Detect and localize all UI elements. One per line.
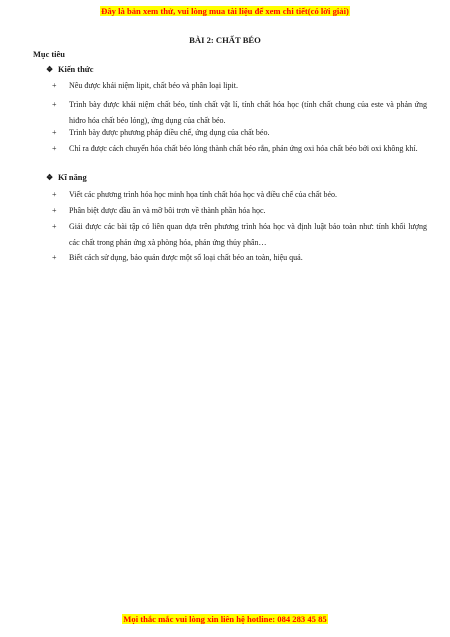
- knowledge-item: [52, 97, 427, 128]
- plus-bullet-icon: +: [52, 206, 57, 215]
- plus-bullet-icon: +: [52, 253, 57, 262]
- skills-item-text: Biết cách sử dụng, bảo quản được một số loại chất béo an toàn, hiệu quả.: [69, 253, 303, 262]
- knowledge-item-text: Trình bày được phương pháp điều chế, ứng dụng của chất béo.: [69, 128, 270, 137]
- skills-item-text: Viết các phương trình hóa học minh họa tính chất hóa học và điều chế của chất béo.: [69, 190, 337, 199]
- skills-item: [52, 250, 427, 266]
- skills-heading-label: Kĩ năng: [58, 173, 87, 182]
- diamond-bullet-icon: ❖: [46, 65, 54, 74]
- knowledge-item: [52, 141, 427, 157]
- skills-item: [52, 219, 427, 250]
- plus-bullet-icon: +: [52, 144, 57, 153]
- skills-item: [52, 203, 427, 219]
- lesson-title: BÀI 2: CHẤT BÉO: [189, 35, 261, 45]
- plus-bullet-icon: +: [52, 190, 57, 199]
- skills-item-text: Giải được các bài tập có liên quan dựa trên phương trình hóa học và định luật bảo toàn như: tính khối lượng các chất trong phản ứng xà phòng hóa, phản ứng thủy phân…: [69, 222, 427, 247]
- skills-heading: [46, 173, 87, 183]
- knowledge-item-text: Trình bày được khái niệm chất béo, tính chất vật lí, tính chất hóa học (tính chất chung của este và phản ứng hiđro hóa chất béo lỏng), ứng dụng của chất béo.: [69, 100, 427, 125]
- preview-notice-text: Đây là bản xem thử, vui lòng mua tài liệu để xem chi tiết(có lời giải): [101, 6, 349, 16]
- diamond-bullet-icon: ❖: [46, 173, 54, 182]
- plus-bullet-icon: +: [52, 128, 57, 137]
- plus-bullet-icon: +: [52, 222, 57, 231]
- skills-item-text: Phân biệt được dầu ăn và mỡ bôi trơn về thành phần hóa học.: [69, 206, 266, 215]
- objectives-heading: Mục tiêu: [33, 50, 65, 59]
- hotline-text: Mọi thắc mắc vui lòng xin liên hệ hotline: 084 283 45 85: [123, 614, 327, 624]
- knowledge-heading: [46, 65, 94, 75]
- plus-bullet-icon: +: [52, 100, 57, 109]
- preview-notice-banner: [0, 6, 450, 16]
- knowledge-heading-label: Kiến thức: [58, 65, 94, 74]
- knowledge-item-text: Chỉ ra được cách chuyển hóa chất béo lỏng thành chất béo rắn, phản ứng oxi hóa chất béo bởi oxi không khí.: [69, 144, 418, 153]
- knowledge-item: [52, 125, 427, 141]
- knowledge-item-text: Nêu được khái niệm lipit, chất béo và phân loại lipit.: [69, 81, 238, 90]
- hotline-banner: [0, 614, 450, 624]
- plus-bullet-icon: +: [52, 81, 57, 90]
- skills-item: [52, 187, 427, 203]
- knowledge-item: [52, 78, 427, 94]
